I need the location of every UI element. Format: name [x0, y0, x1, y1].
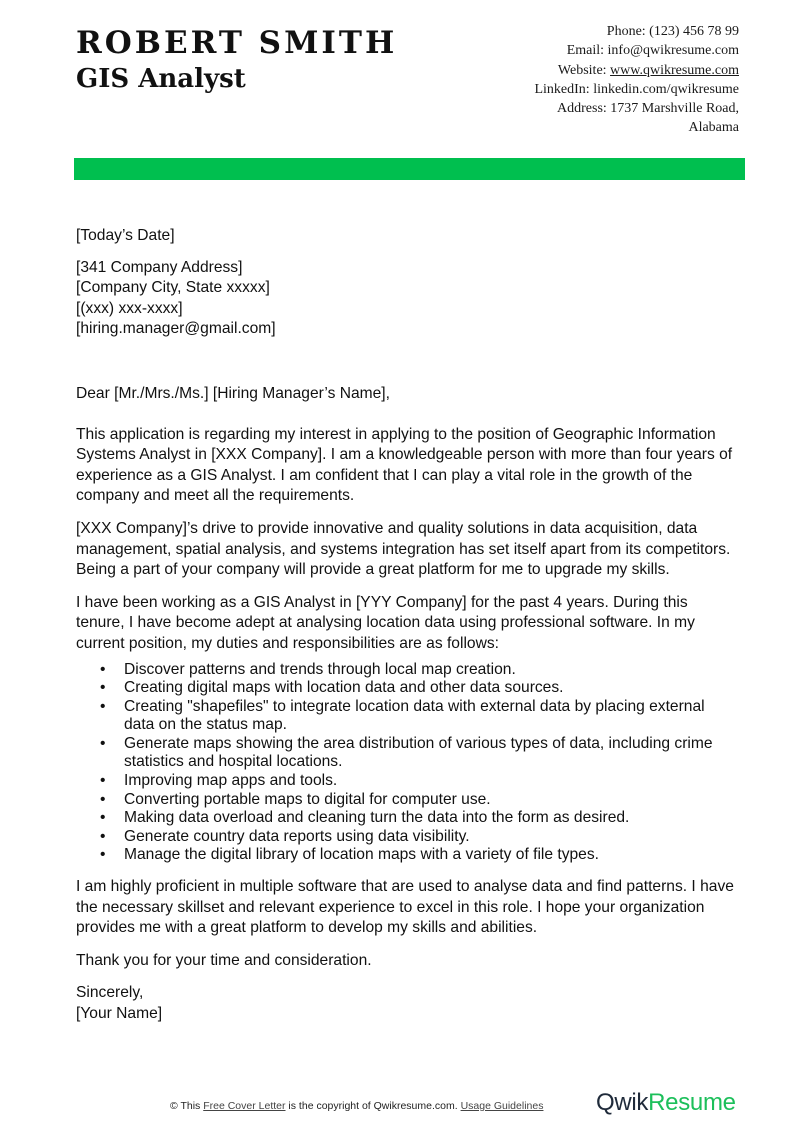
contact-website	[419, 61, 739, 80]
contact-address-line1: Address: 1737 Marshville Road,	[557, 101, 739, 117]
recipient-line: [341 Company Address]	[76, 258, 243, 276]
copyright-prefix: © This	[170, 1100, 204, 1112]
job-title: GIS Analyst	[76, 64, 246, 94]
thanks-line: Thank you for your time and consideration.	[76, 951, 372, 969]
website-label: Website:	[557, 62, 611, 78]
bullet-icon: •	[100, 827, 106, 845]
duties-list	[76, 661, 736, 866]
copyright-middle: is the copyright of Qwikresume.com.	[285, 1100, 461, 1112]
recipient-line: [(xxx) xxx-xxxx]	[76, 299, 183, 317]
body-paragraph: This application is regarding my interest in applying to the position of Geographic Information Systems Analyst in [XXX Company]. I am a knowledgeable person with more than four years of experience as a GIS Analyst. I am confident that I can play a vital role in the growth of the company and meet all the requirements.	[76, 425, 733, 505]
applicant-name: ROBERT SMITH	[76, 25, 398, 61]
signature-name: [Your Name]	[76, 1005, 163, 1022]
duty-item	[76, 661, 736, 680]
logo-qwik-text: Qwik	[596, 1089, 649, 1116]
salutation: Dear [Mr./Mrs./Ms.] [Hiring Manager’s Name],	[76, 384, 390, 402]
letter-body	[76, 226, 736, 1025]
website-link[interactable]: www.qwikresume.com	[610, 62, 739, 78]
duty-item	[76, 846, 736, 865]
bullet-icon: •	[100, 809, 106, 827]
bullet-icon: •	[100, 790, 106, 808]
contact-linkedin: LinkedIn: linkedin.com/qwikresume	[534, 81, 739, 97]
sign-off: Sincerely,	[76, 984, 144, 1002]
duty-item	[76, 809, 736, 828]
duty-text: Creating "shapefiles" to integrate location data with external data by placing external data on the status map.	[124, 697, 705, 734]
duty-text: Generate country data reports using data visibility.	[124, 827, 470, 845]
accent-divider-bar	[74, 158, 745, 180]
recipient-line: [hiring.manager@gmail.com]	[76, 320, 276, 338]
recipient-address	[76, 258, 736, 340]
bullet-icon: •	[100, 660, 106, 678]
bullet-icon: •	[100, 697, 106, 715]
logo-resume-text: Resume	[648, 1089, 736, 1116]
closing-paragraph: I am highly proficient in multiple software that are used to analyse data and find patterns. I have the necessary skillset and relevant experience to excel in this role. I hope your organization provides me with a great platform to develop my skills and abilities.	[76, 878, 734, 937]
duty-text: Discover patterns and trends through local map creation.	[124, 660, 516, 678]
qwikresume-logo[interactable]	[596, 1088, 736, 1118]
recipient-line: [Company City, State xxxxx]	[76, 279, 270, 297]
letter-date: [Today’s Date]	[76, 227, 175, 244]
duty-text: Converting portable maps to digital for computer use.	[124, 790, 491, 808]
duty-text: Improving map apps and tools.	[124, 772, 338, 790]
footer-copyright	[170, 1099, 543, 1113]
duty-text: Manage the digital library of location maps with a variety of file types.	[124, 846, 599, 864]
signature-block	[76, 983, 736, 1024]
bullet-icon: •	[100, 734, 106, 752]
body-paragraph: I have been working as a GIS Analyst in [YYY Company] for the past 4 years. During this tenure, I have become adept at analysing location data using professional software. In my current position, my duties and responsibilities are as follows:	[76, 593, 695, 652]
duty-text: Creating digital maps with location data and other data sources.	[124, 679, 564, 697]
duty-item	[76, 679, 736, 698]
bullet-icon: •	[100, 772, 106, 790]
duty-item	[76, 772, 736, 791]
contact-address-line2: Alabama	[688, 120, 739, 136]
duty-text: Generate maps showing the area distribution of various types of data, including crime statistics and hospital locations.	[124, 734, 713, 771]
contact-email: Email: info@qwikresume.com	[566, 43, 739, 59]
bullet-icon: •	[100, 846, 106, 864]
usage-guidelines-link[interactable]: Usage Guidelines	[460, 1100, 544, 1112]
body-paragraph: [XXX Company]’s drive to provide innovative and quality solutions in data acquisition, data management, spatial analysis, and systems integration has set itself apart from its competitors. Being a part of your company will provide a great platform for me to upgrade my skills.	[76, 519, 731, 579]
bullet-icon: •	[100, 679, 106, 697]
duty-item	[76, 791, 736, 810]
duty-item	[76, 735, 736, 772]
free-cover-letter-link[interactable]: Free Cover Letter	[203, 1100, 286, 1112]
contact-phone: Phone: (123) 456 78 99	[606, 24, 739, 39]
contact-block	[419, 22, 739, 138]
duty-text: Making data overload and cleaning turn the data into the form as desired.	[124, 809, 630, 827]
duty-item	[76, 828, 736, 847]
duty-item	[76, 698, 736, 735]
